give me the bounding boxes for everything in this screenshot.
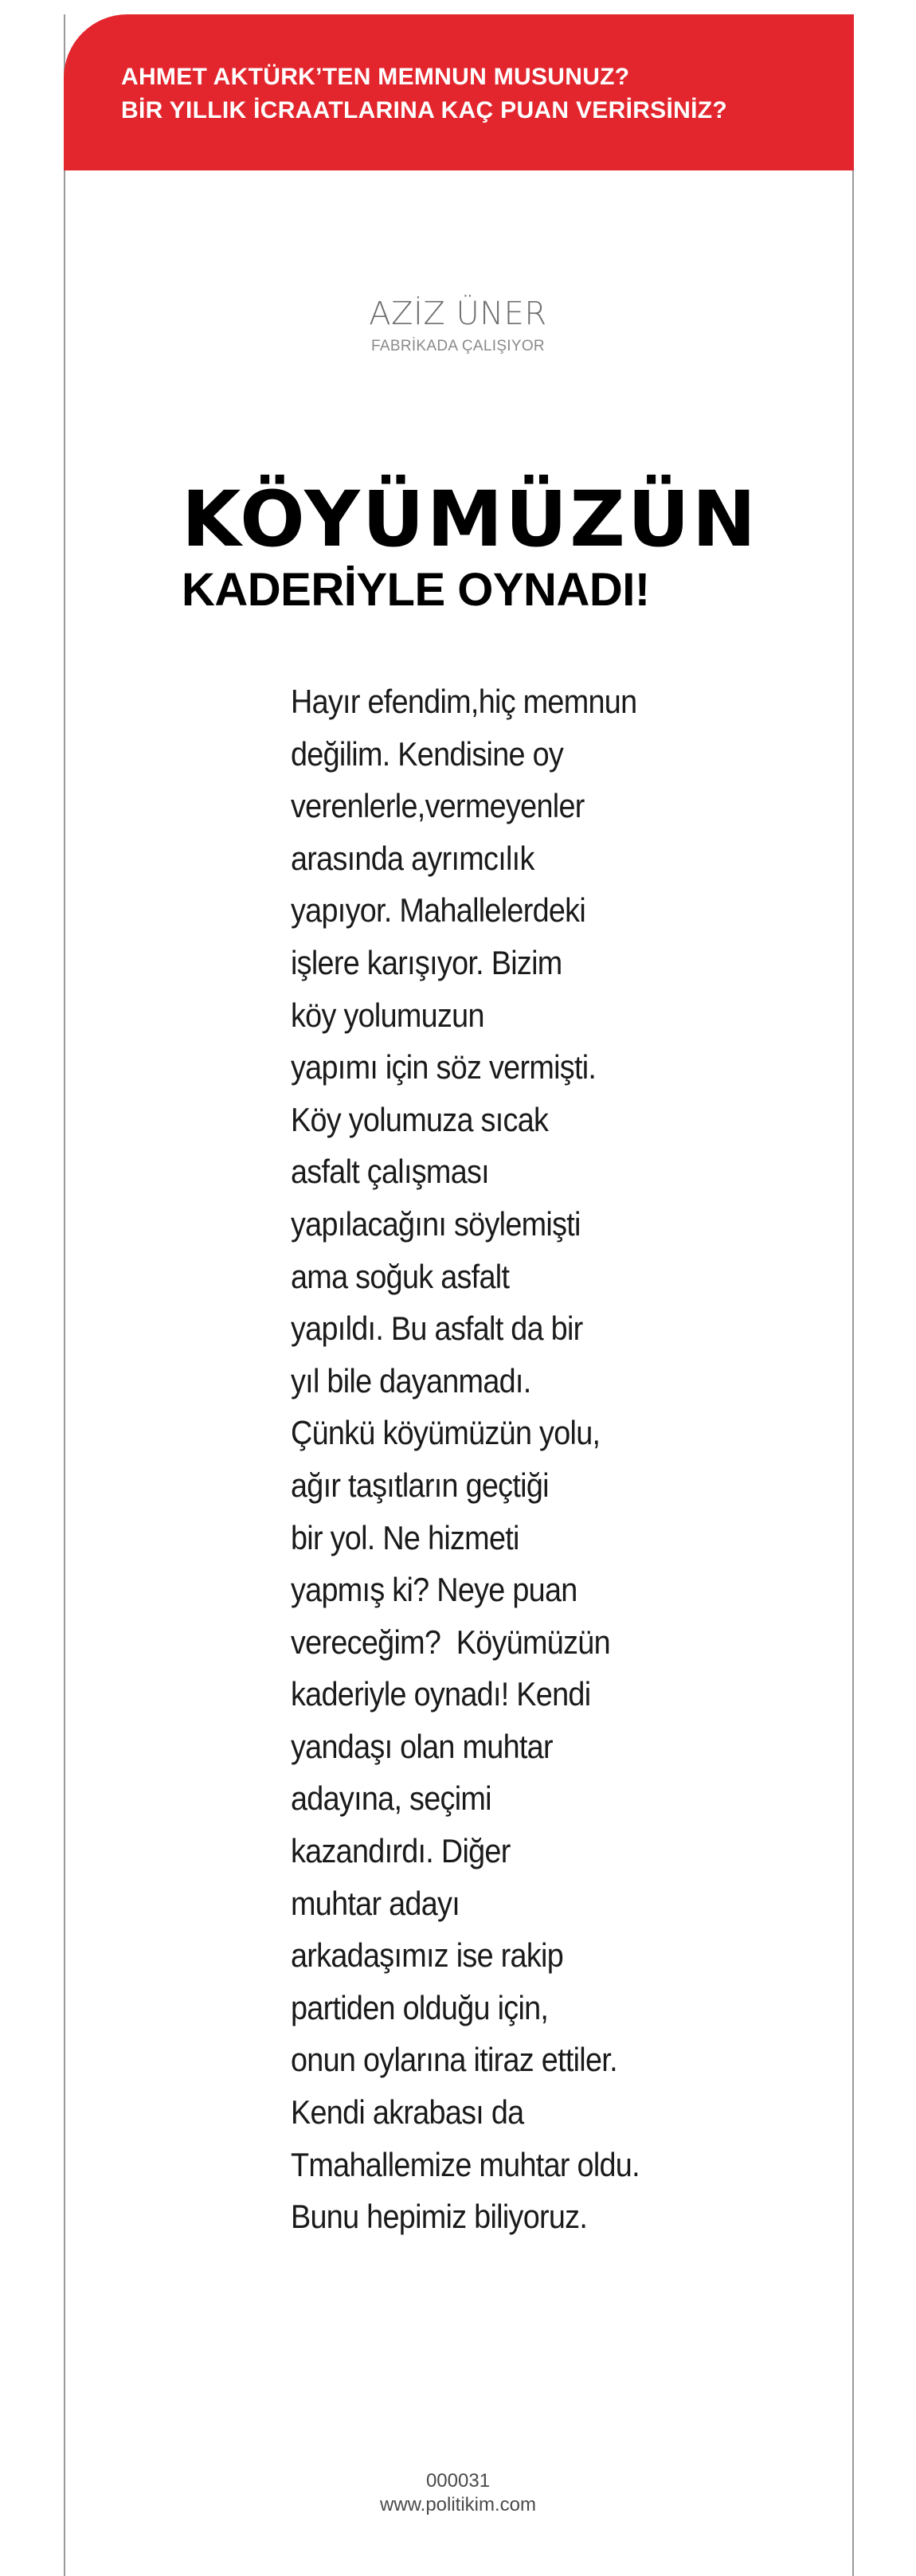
body-line: yapmış ki? Neye puan: [291, 1571, 577, 1609]
body-line: onun oylarına itiraz ettiler.: [291, 2041, 617, 2079]
body-line: yıl bile dayanmadı.: [291, 1361, 531, 1400]
body-line: Hayır efendim,hiç memnun: [291, 683, 637, 720]
body-line: işlere karışıyor. Bizim: [291, 943, 562, 981]
body-line: Köy yolumuza sıcak: [291, 1100, 549, 1138]
banner-question-line-1: AHMET AKTÜRK’TEN MEMNUN MUSUNUZ?: [121, 64, 630, 90]
page-code: 000031: [425, 2470, 491, 2492]
body-line: arasında ayrımcılık: [291, 839, 534, 877]
website-link[interactable]: www.politikim.com: [379, 2494, 537, 2515]
body-line: yapıldı. Bu asfalt da bir: [291, 1310, 583, 1348]
body-line: Kendi akrabası da: [291, 2093, 524, 2132]
body-line: yapıyor. Mahallelerdeki: [291, 891, 586, 930]
body-line: yapımı için söz vermişti.: [291, 1048, 597, 1086]
banner-question-line-2: BİR YILLIK İCRAATLARINA KAÇ PUAN VERİRSİNİZ?: [121, 97, 727, 123]
body-line: adayına, seçimi: [291, 1779, 491, 1818]
author-name: AZİZ ÜNER: [369, 296, 547, 332]
headline-main: KÖYÜMÜZÜN: [182, 475, 759, 564]
body-text: [291, 675, 737, 2243]
body-line: partiden olduğu için,: [291, 1988, 549, 2026]
body-line: vereceğim? Köyümüzün: [291, 1623, 610, 1661]
body-line: yapılacağını söylemişti: [291, 1204, 581, 1243]
body-line: ama soğuk asfalt: [291, 1257, 510, 1295]
author-occupation: FABRİKADA ÇALIŞIYOR: [371, 338, 545, 354]
body-line: değilim. Kendisine oy: [291, 734, 564, 773]
body-line: asfalt çalışması: [291, 1153, 489, 1191]
body-line: kazandırdı. Diğer: [291, 1832, 511, 1870]
body-line: Çünkü köyümüzün yolu,: [291, 1414, 601, 1452]
body-line: Tmahallemize muhtar oldu.: [291, 2145, 640, 2183]
body-line: yandaşı olan muhtar: [291, 1727, 553, 1765]
author-block: [0, 295, 916, 355]
headline-block: [182, 476, 835, 617]
body-line: muhtar adayı: [291, 1884, 460, 1922]
body-line: ağır taşıtların geçtiği: [291, 1466, 549, 1504]
body-line: verenlerle,vermeyenler: [291, 787, 585, 825]
body-line: köy yolumuzun: [291, 996, 484, 1034]
headline-sub: KADERİYLE OYNADI!: [182, 564, 650, 616]
question-banner: [64, 14, 854, 170]
body-line: arkadaşımız ise rakip: [291, 1936, 564, 1975]
body-line: bir yol. Ne hizmeti: [291, 1518, 519, 1556]
footer: [0, 2469, 916, 2517]
body-line: kaderiyle oynadı! Kendi: [291, 1675, 591, 1713]
body-line: Bunu hepimiz biliyoruz.: [291, 2198, 588, 2236]
